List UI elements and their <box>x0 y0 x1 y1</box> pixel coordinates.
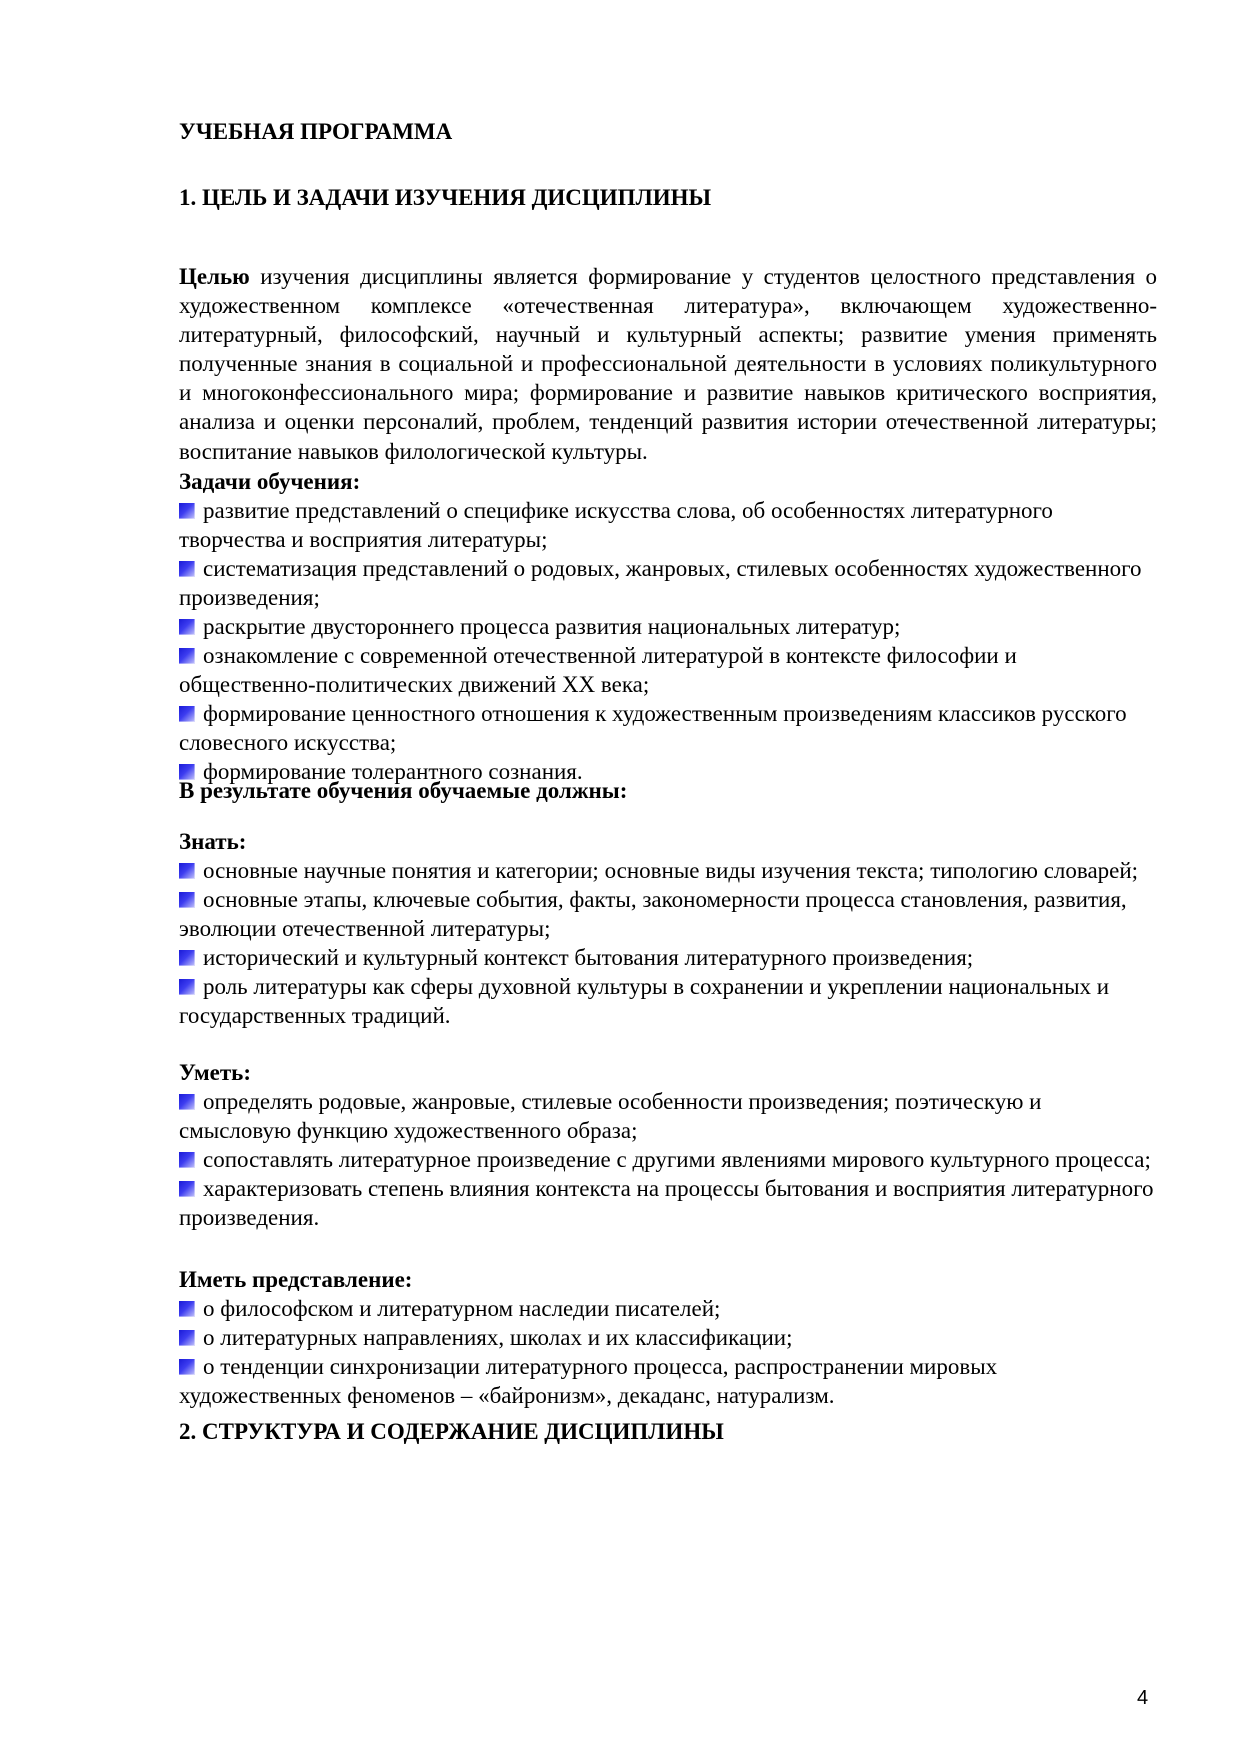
list-item <box>179 699 1157 757</box>
blue-square-bullet-icon <box>179 503 195 519</box>
able-list <box>179 1087 1157 1232</box>
section-1-heading: 1. ЦЕЛЬ И ЗАДАЧИ ИЗУЧЕНИЯ ДИСЦИПЛИНЫ <box>179 185 712 210</box>
know-heading: Знать: <box>179 829 247 854</box>
document-title: УЧЕБНАЯ ПРОГРАММА <box>179 119 453 144</box>
tasks-heading: Задачи обучения: <box>179 469 361 494</box>
awareness-heading: Иметь представление: <box>179 1267 413 1292</box>
list-item-text: ознакомление с современной отечественной литературой в контексте философии и общественно-политических движений XX века; <box>179 643 1017 697</box>
blue-square-bullet-icon <box>179 950 195 966</box>
list-item-text: роль литературы как сферы духовной культуры в сохранении и укреплении национальных и государственных традиций. <box>179 974 1110 1028</box>
list-item-text: формирование ценностного отношения к художественным произведениям классиков русского словесного искусства; <box>179 701 1127 755</box>
list-item-text: о философском и литературном наследии писателей; <box>203 1296 721 1321</box>
list-item <box>179 1323 1157 1352</box>
list-item-text: исторический и культурный контекст бытования литературного произведения; <box>203 945 974 970</box>
tasks-block <box>179 467 1157 786</box>
list-item-text: основные научные понятия и категории; основные виды изучения текста; типологию словарей; <box>203 858 1139 883</box>
list-item <box>179 641 1157 699</box>
document-page <box>179 0 1157 1754</box>
list-item <box>179 856 1157 885</box>
list-item <box>179 1087 1157 1145</box>
section-2-heading: 2. СТРУКТУРА И СОДЕРЖАНИЕ ДИСЦИПЛИНЫ <box>179 1419 724 1444</box>
list-item-text: о литературных направлениях, школах и их классификации; <box>203 1325 793 1350</box>
blue-square-bullet-icon <box>179 1181 195 1197</box>
blue-square-bullet-icon <box>179 892 195 908</box>
list-item <box>179 554 1157 612</box>
list-item-text: сопоставлять литературное произведение с другими явлениями мирового культурного процесса; <box>203 1147 1151 1172</box>
awareness-list <box>179 1294 1157 1410</box>
list-item <box>179 1145 1157 1174</box>
awareness-block <box>179 1265 1157 1410</box>
blue-square-bullet-icon <box>179 1359 195 1375</box>
list-item <box>179 972 1157 1030</box>
list-item <box>179 1174 1157 1232</box>
list-item <box>179 1352 1157 1410</box>
blue-square-bullet-icon <box>179 706 195 722</box>
page-number: 4 <box>1137 1687 1149 1709</box>
blue-square-bullet-icon <box>179 648 195 664</box>
list-item-text: развитие представлений о специфике искусства слова, об особенностях литературного творчества и восприятия литературы; <box>179 498 1053 552</box>
list-item-text: определять родовые, жанровые, стилевые особенности произведения; поэтическую и смысловую функцию художественного образа; <box>179 1089 1042 1143</box>
tasks-list <box>179 496 1157 786</box>
list-item <box>179 496 1157 554</box>
blue-square-bullet-icon <box>179 863 195 879</box>
know-block <box>179 827 1157 1030</box>
blue-square-bullet-icon <box>179 1301 195 1317</box>
list-item <box>179 885 1157 943</box>
list-item-text: раскрытие двустороннего процесса развития национальных литератур; <box>203 614 901 639</box>
able-block <box>179 1058 1157 1232</box>
blue-square-bullet-icon <box>179 619 195 635</box>
results-heading: В результате обучения обучаемые должны: <box>179 778 628 803</box>
know-list <box>179 856 1157 1030</box>
list-item-text: о тенденции синхронизации литературного процесса, распространении мировых художественных феноменов – «байронизм», декаданс, натурализм. <box>179 1354 998 1408</box>
goal-paragraph <box>179 262 1157 466</box>
blue-square-bullet-icon <box>179 979 195 995</box>
goal-text: изучения дисциплины является формирование у студентов целостного представления о художественном комплексе «отечественная литература», включающем художественно-литературный, философский, научный и культурный аспекты; развитие умения применять полученные знания в социальной и профессиональной деятельности в условиях поликультурного и многоконфессионального мира; формирование и развитие навыков критического восприятия, анализа и оценки персоналий, проблем, тенденций развития истории отечественной литературы; воспитание навыков филологической культуры. <box>179 264 1157 464</box>
list-item-text: систематизация представлений о родовых, жанровых, стилевых особенностях художественного произведения; <box>179 556 1142 610</box>
blue-square-bullet-icon <box>179 561 195 577</box>
list-item <box>179 943 1157 972</box>
list-item <box>179 1294 1157 1323</box>
blue-square-bullet-icon <box>179 1094 195 1110</box>
list-item-text: формирование толерантного сознания. <box>203 759 583 784</box>
blue-square-bullet-icon <box>179 1330 195 1346</box>
able-heading: Уметь: <box>179 1060 251 1085</box>
list-item-text: основные этапы, ключевые события, факты, закономерности процесса становления, развития, эволюции отечественной литературы; <box>179 887 1127 941</box>
goal-lead: Целью <box>179 264 250 289</box>
list-item <box>179 612 1157 641</box>
list-item-text: характеризовать степень влияния контекста на процессы бытования и восприятия литературного произведения. <box>179 1176 1154 1230</box>
results-block <box>179 776 1157 805</box>
blue-square-bullet-icon <box>179 1152 195 1168</box>
